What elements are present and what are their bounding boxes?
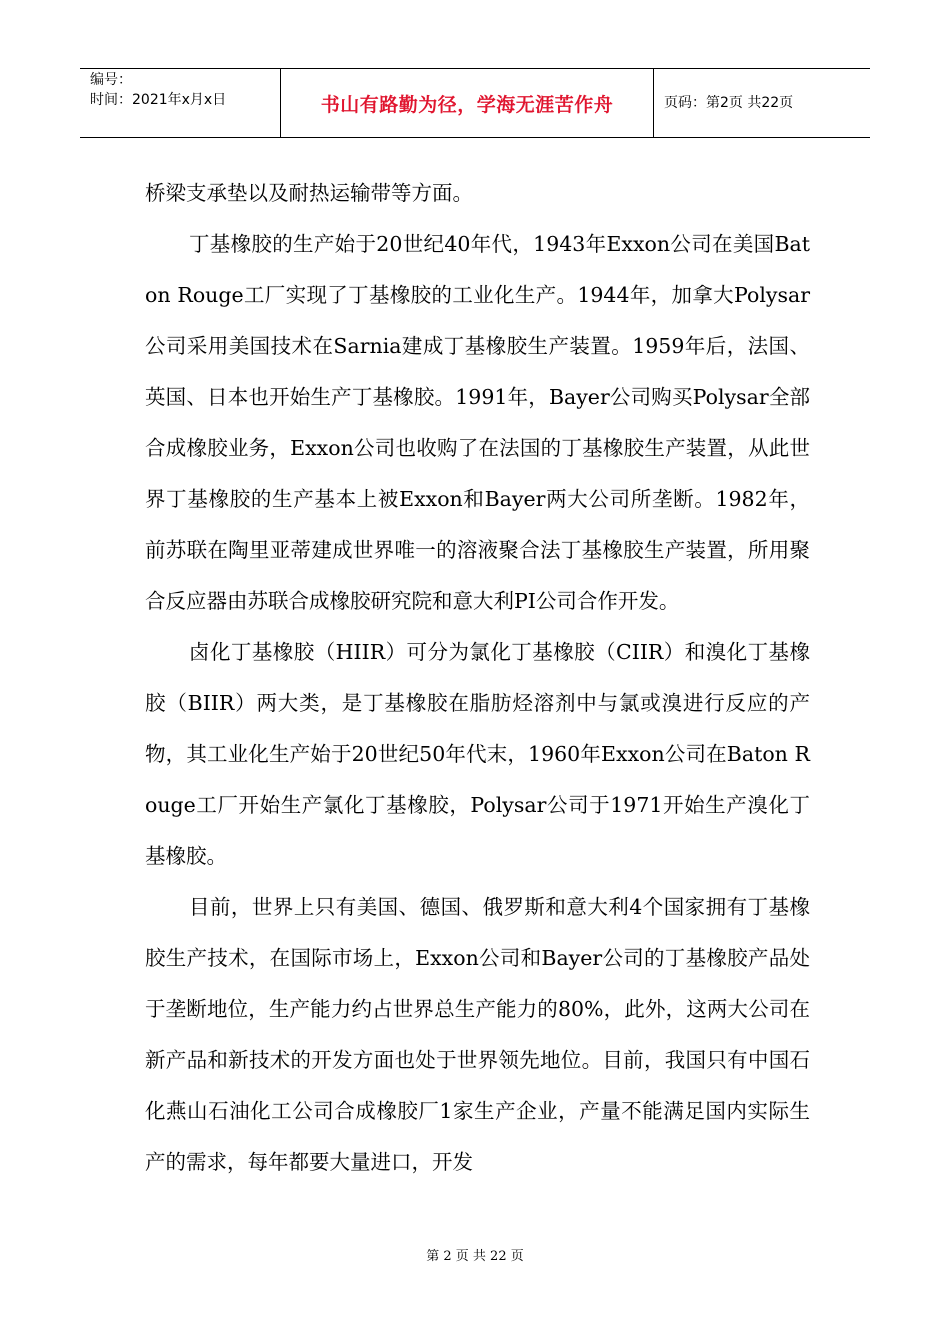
paragraph-history: 丁基橡胶的生产始于20世纪40年代，1943年Exxon公司在美国Baton Rouge工厂实现了丁基橡胶的工业化生产。1944年，加拿大Polysar公司采用美国技术在Sarnia建成丁基橡胶生产装置。1959年后，法国、英国、日本也开始生产丁基橡胶。1991年，Bayer公司购买Polysar全部合成橡胶业务，Exxon公司也收购了在法国的丁基橡胶生产装置，从此世界丁基橡胶的生产基本上被Exxon和Bayer两大公司所垄断。1982年，前苏联在陶里亚蒂建成世界唯一的溶液聚合法丁基橡胶生产装置，所用聚合反应器由苏联合成橡胶研究院和意大利PI公司合作开发。 <box>145 232 810 613</box>
header-table <box>80 68 870 138</box>
page-footer: 第 2 页 共 22 页 <box>426 1249 524 1264</box>
document-body <box>145 168 810 1188</box>
header-info-cell <box>80 69 281 137</box>
document-time-label: 时间：2021年x月x日 <box>90 92 227 108</box>
header-motto-cell <box>281 69 654 137</box>
paragraph-continuation: 桥梁支承垫以及耐热运输带等方面。 <box>145 181 473 205</box>
paragraph-halogenated: 卤化丁基橡胶（HIIR）可分为氯化丁基橡胶（CIIR）和溴化丁基橡胶（BIIR）两大类，是丁基橡胶在脂肪烃溶剂中与氯或溴进行反应的产物，其工业化生产始于20世纪50年代末，1960年Exxon公司在Baton Rouge工厂开始生产氯化丁基橡胶，Polysar公司于1971开始生产溴化丁基橡胶。 <box>145 640 810 868</box>
header-page-cell <box>654 69 870 137</box>
document-number-label: 编号： <box>90 72 132 88</box>
header-motto: 书山有路勤为径，学海无涯苦作舟 <box>320 93 614 116</box>
paragraph-current-status: 目前，世界上只有美国、德国、俄罗斯和意大利4个国家拥有丁基橡胶生产技术，在国际市场上，Exxon公司和Bayer公司的丁基橡胶产品处于垄断地位，生产能力约占世界总生产能力的80%，此外，这两大公司在新产品和新技术的开发方面也处于世界领先地位。目前，我国只有中国石化燕山石油化工公司合成橡胶厂1家生产企业，产量不能满足国内实际生产的需求，每年都要大量进口，开发 <box>145 895 810 1174</box>
header-page-number: 页码：第2页 共22页 <box>664 95 794 111</box>
